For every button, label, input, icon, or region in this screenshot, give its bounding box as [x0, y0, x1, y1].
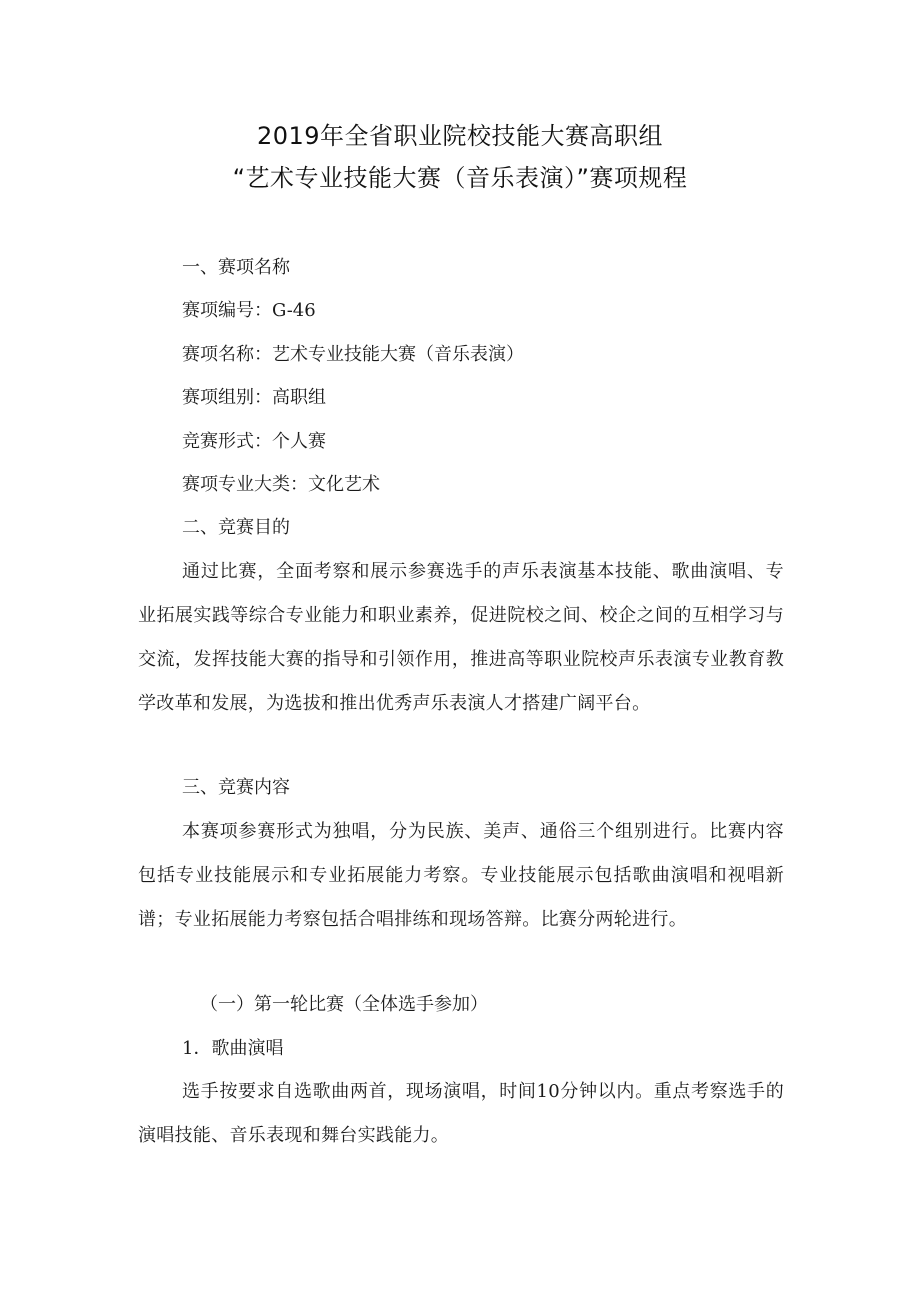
section-3-paragraph: 本赛项参赛形式为独唱，分为民族、美声、通俗三个组别进行。比赛内容包括专业技能展示和专业拓展能力考察。专业技能展示包括歌曲演唱和视唱新谱；专业拓展能力考察包括合唱排练和现场答辩。比赛分两轮进行。 — [138, 821, 784, 930]
round-1-subheading: （一）第一轮比赛（全体选手参加） — [200, 994, 488, 1015]
item-1-title: 1．歌曲演唱 — [182, 1038, 284, 1059]
item-code: 赛项编号：G-46 — [182, 300, 316, 321]
section-1-heading: 一、赛项名称 — [182, 257, 290, 278]
item-group: 赛项组别：高职组 — [182, 387, 326, 408]
item-format: 竞赛形式：个人赛 — [182, 431, 326, 452]
item-name: 赛项名称：艺术专业技能大赛（音乐表演） — [182, 344, 524, 365]
document-title-line-1: 2019年全省职业院校技能大赛高职组 — [256, 122, 664, 150]
section-3-heading: 三、竞赛内容 — [182, 777, 290, 798]
item-1-paragraph: 选手按要求自选歌曲两首，现场演唱，时间10分钟以内。重点考察选手的演唱技能、音乐表现和舞台实践能力。 — [138, 1081, 784, 1146]
document-title-line-2: “艺术专业技能大赛（音乐表演）”赛项规程 — [232, 164, 688, 192]
section-2-heading: 二、竞赛目的 — [182, 517, 290, 538]
section-2-paragraph: 通过比赛，全面考察和展示参赛选手的声乐表演基本技能、歌曲演唱、专业拓展实践等综合专业能力和职业素养，促进院校之间、校企之间的互相学习与交流，发挥技能大赛的指导和引领作用，推进高等职业院校声乐表演专业教育教学改革和发展，为选拔和推出优秀声乐表演人才搭建广阔平台。 — [138, 561, 784, 714]
item-category: 赛项专业大类：文化艺术 — [182, 474, 380, 495]
